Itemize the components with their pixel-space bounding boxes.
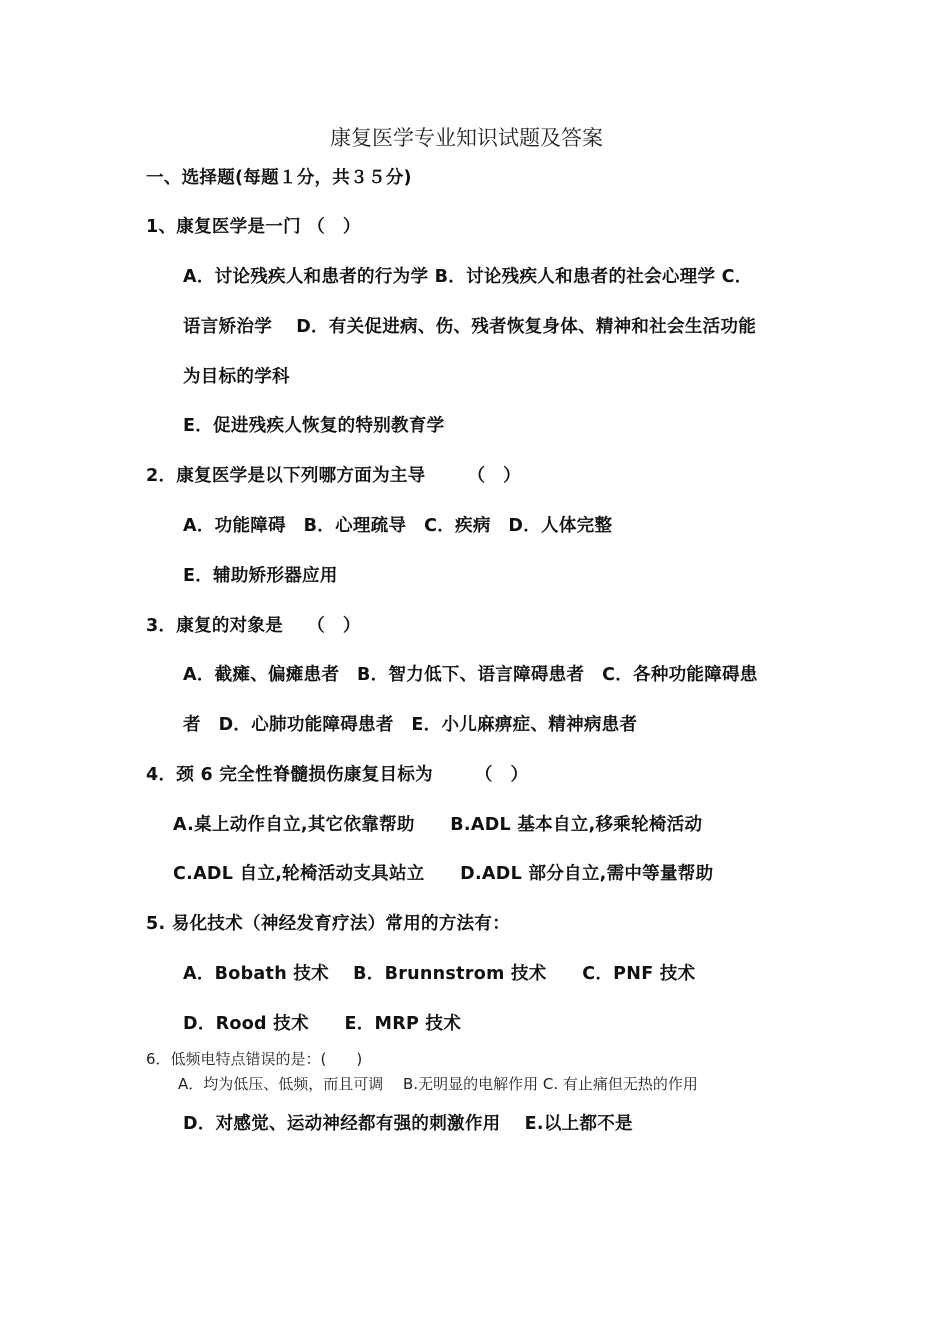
document-title: 康复医学专业知识试题及答案 [330,126,603,150]
question-5: 5. 易化技术（神经发育疗法）常用的方法有： [146,914,511,934]
question-1-options-line-1: A．讨论残疾人和患者的行为学 B．讨论残疾人和患者的社会心理学 C． [183,267,753,287]
question-2-options-line-1: A．功能障碍 B．心理疏导 C．疾病 D．人体完整 [183,516,613,536]
question-4-options-line-2: C.ADL 自立,轮椅活动支具站立 D.ADL 部分自立,需中等量帮助 [173,864,714,884]
question-5-options-line-1: A．Bobath 技术 B．Brunnstrom 技术 C．PNF 技术 [183,964,696,984]
question-1-options-line-3: 为目标的学科 [183,367,290,387]
question-2-option-e: E．辅助矫形器应用 [183,566,338,586]
question-6: 6．低频电特点错误的是：( ) [146,1050,363,1068]
section-heading: 一、选择题(每题１分，共３５分) [146,168,412,188]
question-3: 3．康复的对象是 （ ） [146,616,361,636]
question-4-options-line-1: A.桌上动作自立,其它依靠帮助 B.ADL 基本自立,移乘轮椅活动 [173,815,703,835]
question-1-options-line-2: 语言矫治学 D．有关促进病、伤、残者恢复身体、精神和社会生活功能 [183,317,757,337]
question-2: 2．康复医学是以下列哪方面为主导 （ ） [146,466,521,486]
question-5-options-line-2: D．Rood 技术 E．MRP 技术 [183,1014,462,1034]
question-4: 4．颈 6 完全性脊髓损伤康复目标为 （ ） [146,765,529,785]
question-6-options-line-1: A．均为低压、低频，而且可调 B.无明显的电解作用 C. 有止痛但无热的作用 [178,1075,698,1093]
question-3-options-line-1: A．截瘫、偏瘫患者 B．智力低下、语言障碍患者 C．各种功能障碍患 [183,665,758,685]
question-1: 1、康复医学是一门 （ ） [146,217,361,237]
question-3-options-line-2: 者 D．心肺功能障碍患者 E．小儿麻痹症、精神病患者 [183,715,638,735]
question-6-options-line-2: D．对感觉、运动神经都有强的刺激作用 E.以上都不是 [183,1114,633,1134]
question-1-option-e: E．促进残疾人恢复的特别教育学 [183,416,445,436]
